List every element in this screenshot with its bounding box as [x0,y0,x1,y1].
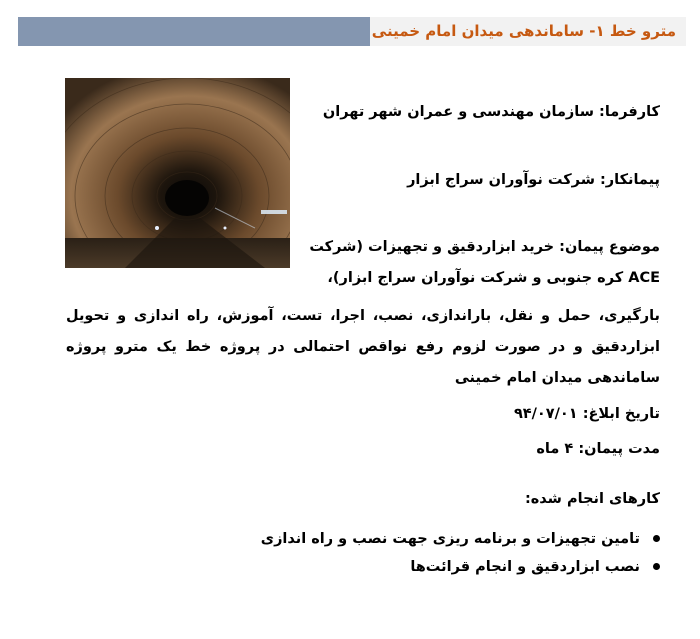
section-header [18,17,686,46]
list-item-text: نصب ابزاردقیق و انجام قرائت‌ها [410,559,640,575]
tasks-heading: کارهای انجام شده: [524,491,660,507]
subject-line-1: موضوع پیمان: خرید ابزاردقیق و تجهیزات (شرکت [309,239,660,255]
page-title: مترو خط ۱- ساماندهی میدان امام خمینی [370,17,686,46]
list-item-text: تامین تجهیزات و برنامه ریزی جهت نصب و راه اندازی [260,531,640,547]
list-item [261,525,640,553]
contract-duration: مدت پیمان: ۴ ماه [536,441,660,457]
subject-line-2: ACE کره جنوبی و شرکت نوآوران سراج ابزار)، [327,270,660,286]
bullet-icon [653,563,660,570]
employer-line: کارفرما: سازمان مهندسی و عمران شهر تهران [322,104,660,120]
list-item [261,553,640,581]
bullet-icon [653,535,660,542]
tasks-list [261,525,640,581]
tunnel-photo [65,78,290,268]
subject-body: بارگیری، حمل و نقل، باراندازی، نصب، اجرا، تست، آموزش، راه اندازی و تحویل ابزاردقیق و در صورت لزوم رفع نواقص احتمالی در پروژه خط یک مترو پروژه ساماندهی میدان امام خمینی [66,308,660,386]
notice-date: تاریخ ابلاغ: ۹۴/۰۷/۰۱ [513,406,660,422]
contractor-line: پیمانکار: شرکت نوآوران سراج ابزار [407,172,660,188]
